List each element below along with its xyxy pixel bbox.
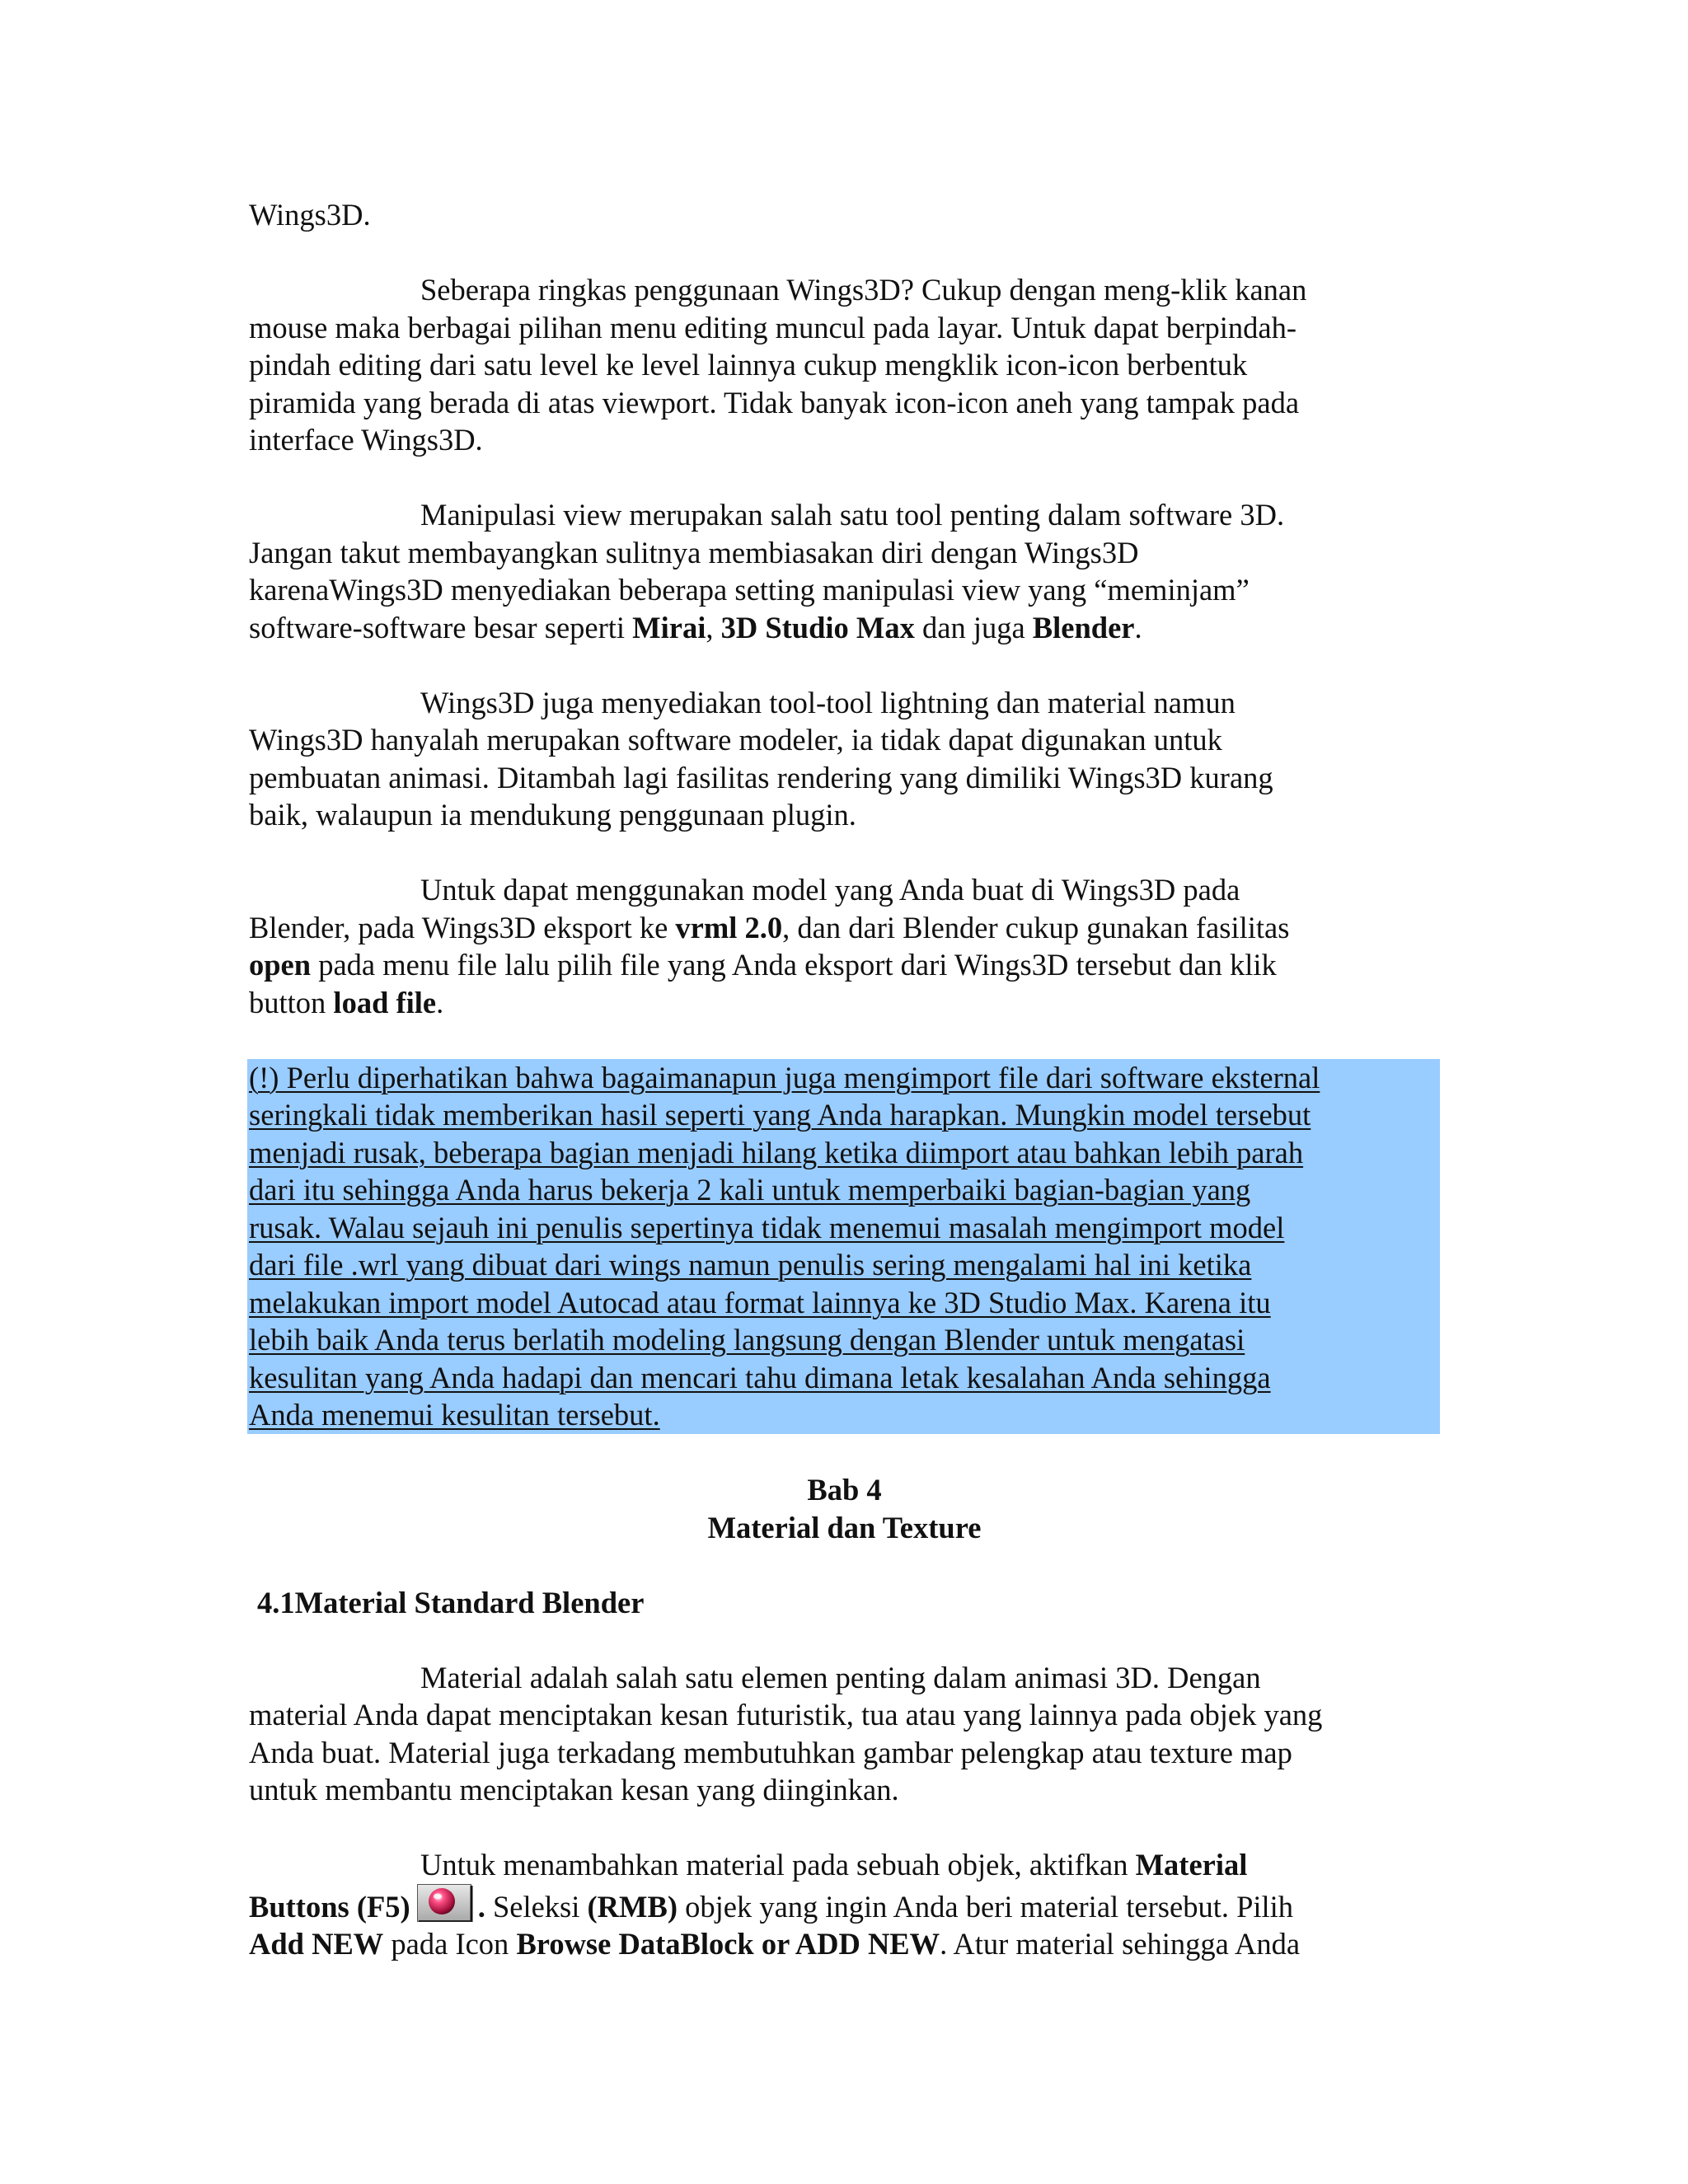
note-line: dari file .wrl yang dibuat dari wings namun penulis sering mengalami hal ini ketika — [249, 1248, 1252, 1282]
document-page — [249, 196, 1440, 2000]
paragraph-view-manipulation — [249, 496, 1440, 646]
text-run: . — [477, 1889, 485, 1924]
text-run: , — [706, 610, 721, 644]
bold-blender: Blender — [1032, 610, 1135, 644]
text-run: button — [249, 985, 334, 1019]
bold-material-buttons: Buttons (F5) — [249, 1889, 410, 1924]
text-line: Untuk dapat menggunakan model yang Anda buat di Wings3D pada — [420, 873, 1240, 907]
note-line: rusak. Walau sejauh ini penulis sepertinya tidak menemui masalah mengimport model — [249, 1210, 1285, 1244]
text-line: Wings3D hanyalah merupakan software modeler, ia tidak dapat digunakan untuk — [249, 723, 1222, 757]
paragraph-wings3d-usage — [249, 271, 1440, 459]
text-run: pada menu file lalu pilih file yang Anda eksport dari Wings3D tersebut dan klik — [311, 948, 1277, 982]
chapter-title: Material dan Texture — [707, 1510, 982, 1544]
material-sphere-icon — [417, 1884, 476, 1922]
paragraph-wings3d-limitations — [249, 684, 1440, 834]
bold-material: Material — [1135, 1848, 1248, 1882]
note-line: kesulitan yang Anda hadapi dan mencari tahu dimana letak kesalahan Anda sehingga — [249, 1360, 1271, 1394]
note-line: Anda menemui kesulitan tersebut. — [249, 1398, 660, 1432]
text-run: software-software besar seperti — [249, 610, 633, 644]
highlighted-note[interactable] — [247, 1059, 1440, 1434]
text-line: Anda buat. Material juga terkadang membutuhkan gambar pelengkap atau texture map — [249, 1735, 1292, 1769]
text-run: Seleksi — [485, 1889, 588, 1924]
note-line: menjadi rusak, beberapa bagian menjadi hilang ketika diimport atau bahkan lebih parah — [249, 1135, 1304, 1169]
text-line: Jangan takut membayangkan sulitnya membiasakan diri dengan Wings3D — [249, 535, 1139, 569]
text-line: untuk membantu menciptakan kesan yang diinginkan. — [249, 1773, 899, 1807]
bold-add-new: Add NEW — [249, 1927, 384, 1961]
text-run: pada Icon — [383, 1927, 517, 1961]
text-line — [249, 1846, 1440, 1884]
note-line: seringkali tidak memberikan hasil seperti yang Anda harapkan. Mungkin model tersebut — [249, 1098, 1311, 1132]
text-line: piramida yang berada di atas viewport. Tidak banyak icon-icon aneh yang tampak pada — [249, 385, 1300, 419]
text-line: Manipulasi view merupakan salah satu tool penting dalam software 3D. — [420, 498, 1285, 532]
text-line: pembuatan animasi. Ditambah lagi fasilitas rendering yang dimiliki Wings3D kurang — [249, 760, 1273, 794]
text-run: , dan dari Blender cukup gunakan fasilitas — [782, 910, 1290, 944]
paragraph-export-to-blender — [249, 871, 1440, 1021]
text-run: . Atur material sehingga Anda — [940, 1927, 1301, 1961]
text-line — [249, 909, 1440, 947]
note-line: (!) Perlu diperhatikan bahwa bagaimanapun juga mengimport file dari software eksternal — [249, 1060, 1320, 1094]
paragraph-material-intro — [249, 1659, 1440, 1809]
text-run: dan juga — [914, 610, 1033, 644]
chapter-heading — [249, 1471, 1440, 1546]
bold-browse-datablock: Browse DataBlock or ADD NEW — [516, 1927, 940, 1961]
bold-rmb: (RMB) — [587, 1889, 678, 1924]
paragraph-intro-end — [249, 196, 1440, 234]
text-line: Wings3D. — [249, 198, 371, 232]
text-run: Blender, pada Wings3D eksport ke — [249, 910, 676, 944]
text-run: objek yang ingin Anda beri material tersebut. Pilih — [677, 1889, 1294, 1924]
bold-load-file: load file — [333, 985, 437, 1019]
bold-3d-studio-max: 3D Studio Max — [720, 610, 915, 644]
note-line: melakukan import model Autocad atau format lainnya ke 3D Studio Max. Karena itu — [249, 1285, 1271, 1319]
note-line: lebih baik Anda terus berlatih modeling langsung dengan Blender untuk mengatasi — [249, 1323, 1245, 1357]
text-line: Seberapa ringkas penggunaan Wings3D? Cukup dengan meng-klik kanan — [420, 273, 1307, 307]
text-run: . — [1134, 610, 1142, 644]
text-line — [249, 609, 1440, 647]
text-run: Untuk menambahkan material pada sebuah objek, aktifkan — [420, 1848, 1136, 1882]
note-line: dari itu sehingga Anda harus bekerja 2 kali untuk memperbaiki bagian-bagian yang — [249, 1173, 1251, 1207]
text-line: Wings3D juga menyediakan tool-tool lightning dan material namun — [420, 685, 1236, 719]
text-line: mouse maka berbagai pilihan menu editing muncul pada layar. Untuk dapat berpindah- — [249, 310, 1297, 344]
text-line: Material adalah salah satu elemen penting dalam animasi 3D. Dengan — [420, 1660, 1261, 1694]
text-line: pindah editing dari satu level ke level lainnya cukup mengklik icon-icon berbentuk — [249, 348, 1248, 382]
bold-mirai: Mirai — [632, 610, 706, 644]
text-line: baik, walaupun ia mendukung penggunaan plugin. — [249, 798, 856, 832]
chapter-number: Bab 4 — [807, 1473, 882, 1507]
text-line — [249, 984, 1440, 1022]
bold-open: open — [249, 948, 312, 982]
paragraph-add-material — [249, 1846, 1440, 1963]
text-line: interface Wings3D. — [249, 423, 483, 457]
bold-vrml: vrml 2.0 — [675, 910, 783, 944]
text-line — [249, 1925, 1440, 1963]
text-line: material Anda dapat menciptakan kesan futuristik, tua atau yang lainnya pada objek yang — [249, 1698, 1323, 1732]
text-run: . — [436, 985, 444, 1019]
text-line — [249, 1884, 1440, 1926]
text-line — [249, 946, 1440, 984]
section-heading: 4.1Material Standard Blender — [257, 1585, 645, 1619]
text-line: karenaWings3D menyediakan beberapa setting manipulasi view yang “meminjam” — [249, 573, 1250, 607]
